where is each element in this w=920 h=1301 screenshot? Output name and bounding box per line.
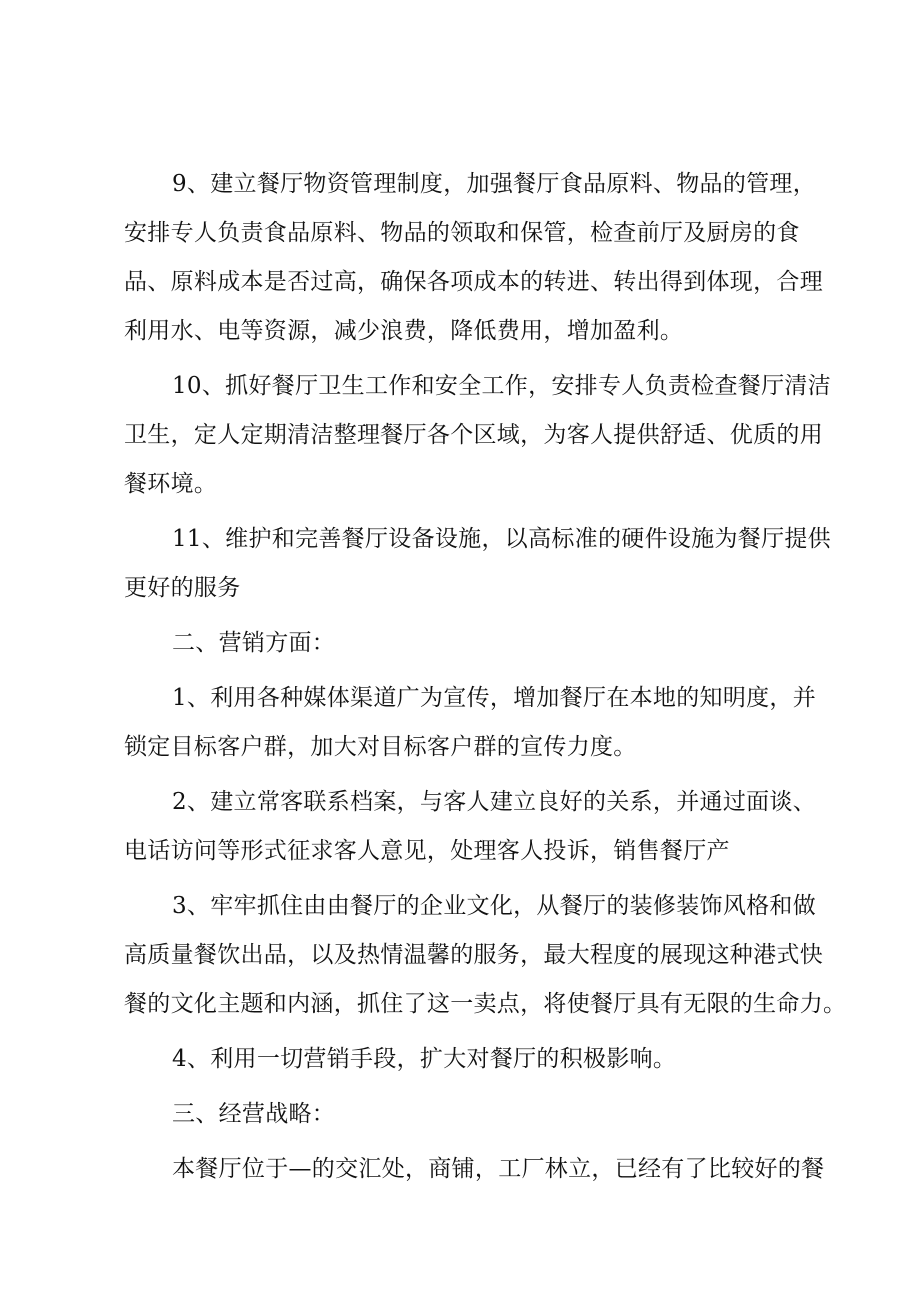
strategy-paragraph xyxy=(124,1145,824,1194)
text-line: 餐环境。 xyxy=(124,471,218,497)
paragraph-item-10 xyxy=(124,362,831,509)
section-heading-strategy xyxy=(124,1090,824,1139)
text-line: 10、抓好餐厅卫生工作和安全工作，安排专人负责检查餐厅清洁 xyxy=(172,373,831,399)
text-line: 安排专人负责食品原料、物品的领取和保管，检查前厅及厨房的食 xyxy=(124,220,800,246)
text-line: 利用水、电等资源，减少浪费，降低费用，增加盈利。 xyxy=(124,318,684,344)
paragraph-item-9 xyxy=(124,160,824,356)
text-line: 卫生，定人定期清洁整理餐厅各个区域，为客人提供舒适、优质的用 xyxy=(124,422,823,448)
marketing-item-4 xyxy=(124,1035,824,1084)
marketing-item-3 xyxy=(124,882,847,1029)
heading-text: 三、经营战略： xyxy=(172,1101,336,1127)
marketing-item-1 xyxy=(124,674,824,772)
section-heading-marketing xyxy=(124,619,824,668)
document-body xyxy=(124,160,847,1200)
marketing-item-2 xyxy=(124,778,824,876)
heading-text: 二、营销方面： xyxy=(172,630,336,656)
text-line: 11、维护和完善餐厅设备设施，以高标准的硬件设施为餐厅提供 xyxy=(172,526,831,552)
text-line: 电话访问等形式征求客人意见，处理客人投诉，销售餐厅产 xyxy=(124,838,730,864)
text-line: 品、原料成本是否过高，确保各项成本的转进、转出得到体现，合理 xyxy=(124,269,823,295)
text-line: 锁定目标客户群，加大对目标客户群的宣传力度。 xyxy=(124,734,637,760)
text-line: 9、建立餐厅物资管理制度，加强餐厅食品原料、物品的管理， xyxy=(172,171,817,197)
text-line: 高质量餐饮出品，以及热情温馨的服务，最大程度的展现这种港式快 xyxy=(124,942,823,968)
text-line: 餐的文化主题和内涵，抓住了这一卖点，将使餐厅具有无限的生命力。 xyxy=(124,991,847,1017)
text-line: 1、利用各种媒体渠道广为宣传，增加餐厅在本地的知明度，并 xyxy=(172,685,817,711)
text-line: 本餐厅位于—的交汇处，商铺，工厂林立，已经有了比较好的餐 xyxy=(172,1156,825,1182)
text-line: 2、建立常客联系档案，与客人建立良好的关系，并通过面谈、 xyxy=(172,789,817,815)
text-line: 4、利用一切营销手段，扩大对餐厅的积极影响。 xyxy=(172,1046,677,1072)
text-line: 更好的服务 xyxy=(124,575,241,601)
text-line: 3、牢牢抓住由由餐厅的企业文化，从餐厅的装修装饰风格和做 xyxy=(172,893,817,919)
paragraph-item-11 xyxy=(124,515,831,613)
